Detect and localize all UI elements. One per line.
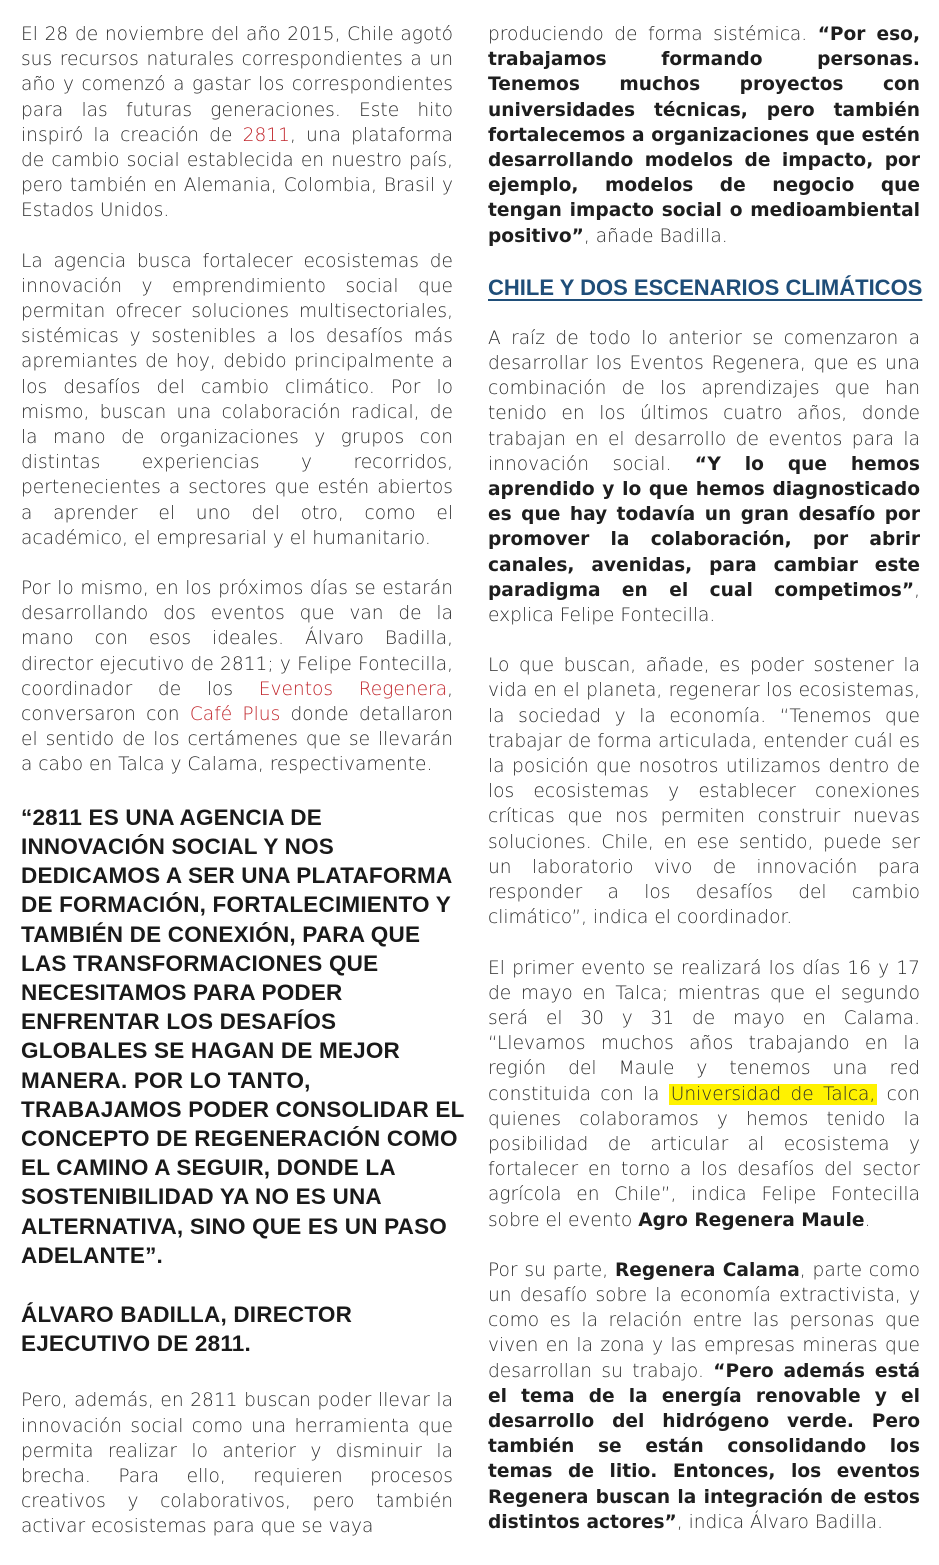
right-column bbox=[488, 22, 923, 1560]
paragraph-text: , añade Badilla. bbox=[583, 225, 728, 247]
paragraph-innovation: Pero, además, en 2811 buscan poder llevar la innovación social como una herramienta que permita realizar lo anterior y disminuir la brecha. Para ello, requieren procesos creativos y colaborativos, pero también activar ecosistemas para que se vaya bbox=[21, 1390, 453, 1538]
paragraph-agency: La agencia busca fortalecer ecosistemas de innovación y emprendimiento social que permitan ofrecer soluciones multisectoriales, sistémicas y sostenibles a los desafíos más apremiantes de hoy, debido principalmente a los desafíos del cambio climático. Por lo mismo, buscan una colaboración radical, de la mano de organizaciones y grupos con distintas experiencias y recorridos, pertenecientes a sectores que estén abiertos a aprender el uno del otro, como el académico, el empresarial y el humanitario. bbox=[21, 250, 453, 549]
paragraph-text: donde detallaron el sentido de los certámenes que se llevarán a cabo en Talca y Calama, respectivamente. bbox=[21, 704, 453, 776]
paragraph-text: , parte como un desafío sobre la economía extractivista, y como es la relación entre las personas que viven en la zona y las empresas mineras que desarrollan su trabajo. bbox=[488, 1259, 920, 1382]
paragraph-text: produciendo de forma sistémica. bbox=[488, 24, 818, 45]
paragraph-text: , conversaron con bbox=[21, 678, 454, 726]
link-2811[interactable]: 2811 bbox=[242, 124, 290, 146]
paragraph-intro bbox=[21, 22, 453, 224]
bold-quote: “Pero además está el tema de la energía renovable y el desarrollo del hidrógeno verde. Pero también se están consolidando los temas de litio. Entonces, los eventos Regenera buscan la integración de estos distintos actores” bbox=[488, 1360, 921, 1533]
pull-quote-attribution: ÁLVARO BADILLA, DIRECTOR EJECUTIVO DE 2811. bbox=[21, 1301, 353, 1357]
event-name: Agro Regenera Maule bbox=[638, 1209, 865, 1231]
paragraph-text: Por su parte, bbox=[488, 1259, 615, 1281]
paragraph-text: con quienes colaboramos y hemos tenido la posibilidad de articular al ecosistema y fortalecer en torno a los desafíos del sector agrícola en Chile”, indica Felipe Fontecilla sobre el evento bbox=[488, 1083, 920, 1231]
paragraph-text: El primer evento se realizará los días 16 y 17 de mayo en Talca; mientras que el segundo será el 30 y 31 de mayo en Calama. “Llevamos muchos años trabajando en la región del Maule y tenemos una red constituida con la bbox=[488, 957, 920, 1105]
bold-quote: “Y lo que hemos aprendido y lo que hemos diagnosticado es que hay todavía un gran desafío por promover la colaboración, por abrir canales, avenidas, para cambiar este paradigma en el cual competimos” bbox=[488, 453, 920, 601]
pull-quote: “2811 ES UNA AGENCIA DE INNOVACIÓN SOCIAL Y NOS DEDICAMOS A SER UNA PLATAFORMA DE FORMACIÓN, FORTALECIMIENTO Y TAMBIÉN DE CONEXIÓN, PARA QUE LAS TRANSFORMACIONES QUE NECESITAMOS PARA PODER ENFRENTAR LOS DESAFÍOS GLOBALES SE HAGAN DE MEJOR MANERA. POR LO TANTO, TRABAJAMOS PODER CONSOLIDAR EL CONCEPTO DE REGENERACIÓN COMO EL CAMINO A SEGUIR, DONDE LA SOSTENIBILIDAD YA NO ES UNA ALTERNATIVA, SINO QUE ES UN PASO ADELANTE”. bbox=[21, 804, 465, 1268]
paragraph-text: , indica Álvaro Badilla. bbox=[676, 1511, 884, 1533]
section-heading: CHILE Y DOS ESCENARIOS CLIMÁTICOS bbox=[488, 274, 923, 300]
paragraph-text: , una plataforma de cambio social establecida en nuestro país, pero también en Alemania, Colombia, Brasil y Estados Unidos. bbox=[21, 124, 453, 222]
paragraph-formation bbox=[488, 22, 920, 249]
paragraph-text: A raíz de todo lo anterior se comenzaron a desarrollar los Eventos Regenera, que es una combinación de los aprendizajes que han tenido en los últimos cuatro años, donde trabajan en el desarrollo de eventos para la innovación social. bbox=[488, 327, 920, 475]
paragraph-planet: Lo que buscan, añade, es poder sostener la vida en el planeta, regenerar los ecosistemas, la sociedad y la economía. “Tenemos que trabajar de forma articulada, entender cuál es la posición que nosotros utilizamos dentro de los ecosistemas y establecer conexiones críticas que nos permiten construir nuevas soluciones. Chile, en ese sentido, puede ser un laboratorio vivo de innovación para responder a los desafíos del cambio climático”, indica el coordinador. bbox=[488, 655, 920, 929]
link-cafe-plus[interactable]: Café Plus bbox=[189, 704, 281, 726]
event-name: Regenera Calama bbox=[614, 1259, 800, 1281]
paragraph-text: . bbox=[864, 1209, 871, 1231]
paragraph-first-event bbox=[488, 956, 920, 1233]
paragraph-text: , explica Felipe Fontecilla. bbox=[488, 579, 920, 627]
link-eventos-regenera[interactable]: Eventos Regenera bbox=[258, 678, 448, 700]
paragraph-events bbox=[21, 576, 453, 778]
left-column bbox=[21, 22, 465, 1565]
bold-quote: “Por eso, trabajamos formando personas. Tenemos muchos proyectos con universidades técnicas, pero también fortalecemos a organizaciones que estén desarrollando modelos de impacto, por ejemplo, modelos de negocio que tengan impacto social o medioambiental positivo” bbox=[488, 24, 921, 247]
paragraph-calama bbox=[488, 1258, 920, 1535]
paragraph-text: El 28 de noviembre del año 2015, Chile agotó sus recursos naturales correspondientes a un año y comenzó a gastar los correspondientes para las futuras generaciones. Este hito inspiró la creación de bbox=[21, 24, 453, 146]
paragraph-text: Por lo mismo, en los próximos días se estarán desarrollando dos eventos que van de la mano con esos ideales. Álvaro Badilla, director ejecutivo de 2811; y Felipe Fontecilla, coordinador de los bbox=[21, 578, 453, 700]
paragraph-regenera bbox=[488, 326, 920, 628]
highlighted-link-universidad-de-talca[interactable]: Universidad de Talca, bbox=[670, 1083, 876, 1105]
